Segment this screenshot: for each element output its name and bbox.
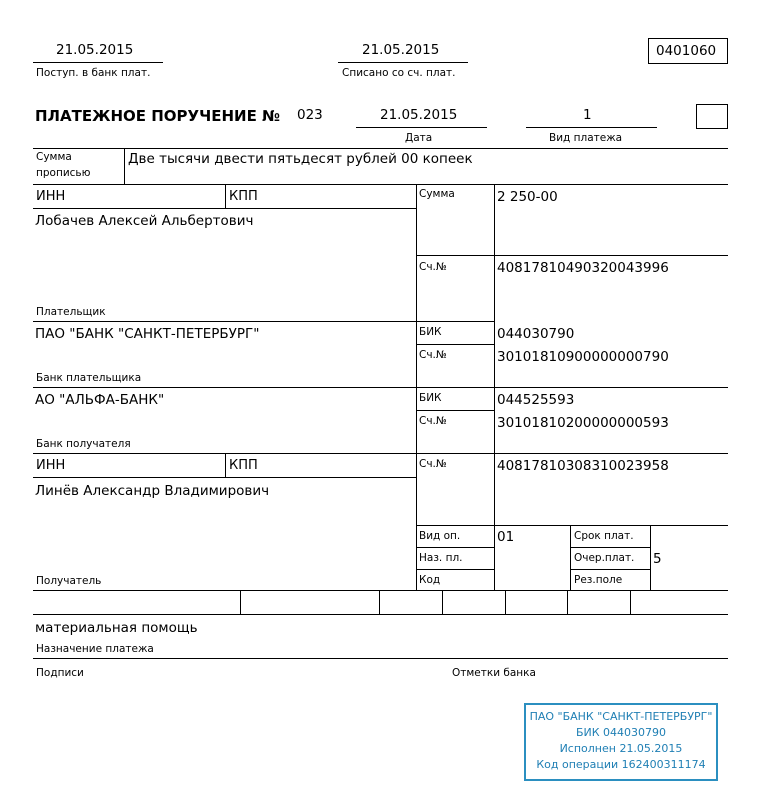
row-line <box>33 614 728 615</box>
received-date: 21.05.2015 <box>56 42 134 58</box>
row-line <box>416 569 494 570</box>
row-line <box>416 321 494 322</box>
row-line <box>33 148 728 149</box>
row-line <box>33 321 416 322</box>
recipient-bank-bik-label: БИК <box>419 392 442 404</box>
divider <box>379 590 380 614</box>
recipient-kpp-label: КПП <box>229 458 258 473</box>
divider <box>124 148 125 184</box>
document-date-line <box>356 127 487 128</box>
row-line <box>33 453 728 454</box>
divider <box>225 453 226 477</box>
bank-stamp <box>524 703 718 781</box>
divider <box>442 590 443 614</box>
recipient-name: Линёв Александр Владимирович <box>35 483 270 499</box>
row-line <box>416 255 728 256</box>
received-date-line <box>33 62 163 63</box>
debited-date: 21.05.2015 <box>362 42 440 58</box>
payer-bank-bik-value: 044030790 <box>497 326 575 342</box>
payer-bank-name: ПАО "БАНК "САНКТ-ПЕТЕРБУРГ" <box>35 326 260 342</box>
row-line <box>33 184 728 185</box>
recipient-bank-account-value: 30101810200000000593 <box>497 415 669 431</box>
signatures-label: Подписи <box>36 667 84 679</box>
bank-marks-label: Отметки банка <box>452 667 536 679</box>
divider <box>570 525 571 590</box>
recipient-label: Получатель <box>36 575 102 587</box>
row-line <box>416 344 494 345</box>
payer-bank-account-value: 30101810900000000790 <box>497 349 669 365</box>
amount-words-value: Две тысячи двести пятьдесят рублей 00 копеек <box>128 151 473 167</box>
code-label: Код <box>419 574 441 586</box>
sum-label: Сумма <box>419 188 455 200</box>
stamp-line-bank: ПАО "БАНК "САНКТ-ПЕТЕРБУРГ" <box>529 710 713 723</box>
payer-name: Лобачев Алексей Альбертович <box>35 213 254 229</box>
stamp-line-op-code: Код операции 162400311174 <box>536 758 706 771</box>
document-title: ПЛАТЕЖНОЕ ПОРУЧЕНИЕ № <box>35 107 281 125</box>
recipient-bank-account-label: Сч.№ <box>419 415 447 427</box>
debited-date-line <box>338 62 468 63</box>
recipient-bank-bik-value: 044525593 <box>497 392 575 408</box>
debited-label: Списано со сч. плат. <box>342 67 456 79</box>
payer-inn-label: ИНН <box>36 189 66 204</box>
stamp-line-bik: БИК 044030790 <box>575 726 667 739</box>
payer-bank-bik-label: БИК <box>419 326 442 338</box>
sum-value: 2 250-00 <box>497 189 558 205</box>
payer-account-label: Сч.№ <box>419 261 447 273</box>
row-line <box>33 590 728 591</box>
document-number: 023 <box>297 107 323 123</box>
amount-words-label-2: прописью <box>36 167 91 179</box>
payment-type-label: Вид платежа <box>549 132 623 144</box>
priority-label: Очер.плат. <box>574 552 635 564</box>
divider <box>240 590 241 614</box>
row-line <box>33 387 728 388</box>
payer-label: Плательщик <box>36 306 106 318</box>
recipient-bank-label: Банк получателя <box>36 438 131 450</box>
document-date-label: Дата <box>405 132 433 144</box>
term-label: Срок плат. <box>574 530 634 542</box>
priority-value: 5 <box>653 551 662 567</box>
recipient-inn-label: ИНН <box>36 458 66 473</box>
row-line <box>416 525 728 526</box>
row-line <box>570 547 650 548</box>
purpose-code-label: Наз. пл. <box>419 552 463 564</box>
status-box <box>696 104 728 129</box>
amount-words-label-1: Сумма <box>36 151 72 163</box>
row-line <box>33 658 728 659</box>
row-line <box>33 477 416 478</box>
payer-bank-account-label: Сч.№ <box>419 349 447 361</box>
payment-type: 1 <box>583 107 592 123</box>
recipient-account-label: Сч.№ <box>419 458 447 470</box>
recipient-account-value: 40817810308310023958 <box>497 458 669 474</box>
row-line <box>416 547 494 548</box>
payer-bank-label: Банк плательщика <box>36 372 142 384</box>
divider <box>567 590 568 614</box>
purpose-value: материальная помощь <box>35 620 198 636</box>
divider <box>650 525 651 590</box>
received-label: Поступ. в банк плат. <box>36 67 151 79</box>
row-line <box>33 208 416 209</box>
op-type-label: Вид оп. <box>419 530 461 542</box>
divider <box>630 590 631 614</box>
recipient-bank-name: АО "АЛЬФА-БАНК" <box>35 392 165 408</box>
row-line <box>570 569 650 570</box>
divider <box>505 590 506 614</box>
document-date: 21.05.2015 <box>380 107 458 123</box>
divider <box>225 184 226 208</box>
row-line <box>416 410 494 411</box>
stamp-line-executed: Исполнен 21.05.2015 <box>559 742 683 755</box>
op-type-value: 01 <box>497 529 515 545</box>
payer-kpp-label: КПП <box>229 189 258 204</box>
payer-account-value: 40817810490320043996 <box>497 260 669 276</box>
payment-type-line <box>526 127 657 128</box>
form-code: 0401060 <box>656 43 717 59</box>
reserve-label: Рез.поле <box>574 574 623 586</box>
purpose-label: Назначение платежа <box>36 643 154 655</box>
